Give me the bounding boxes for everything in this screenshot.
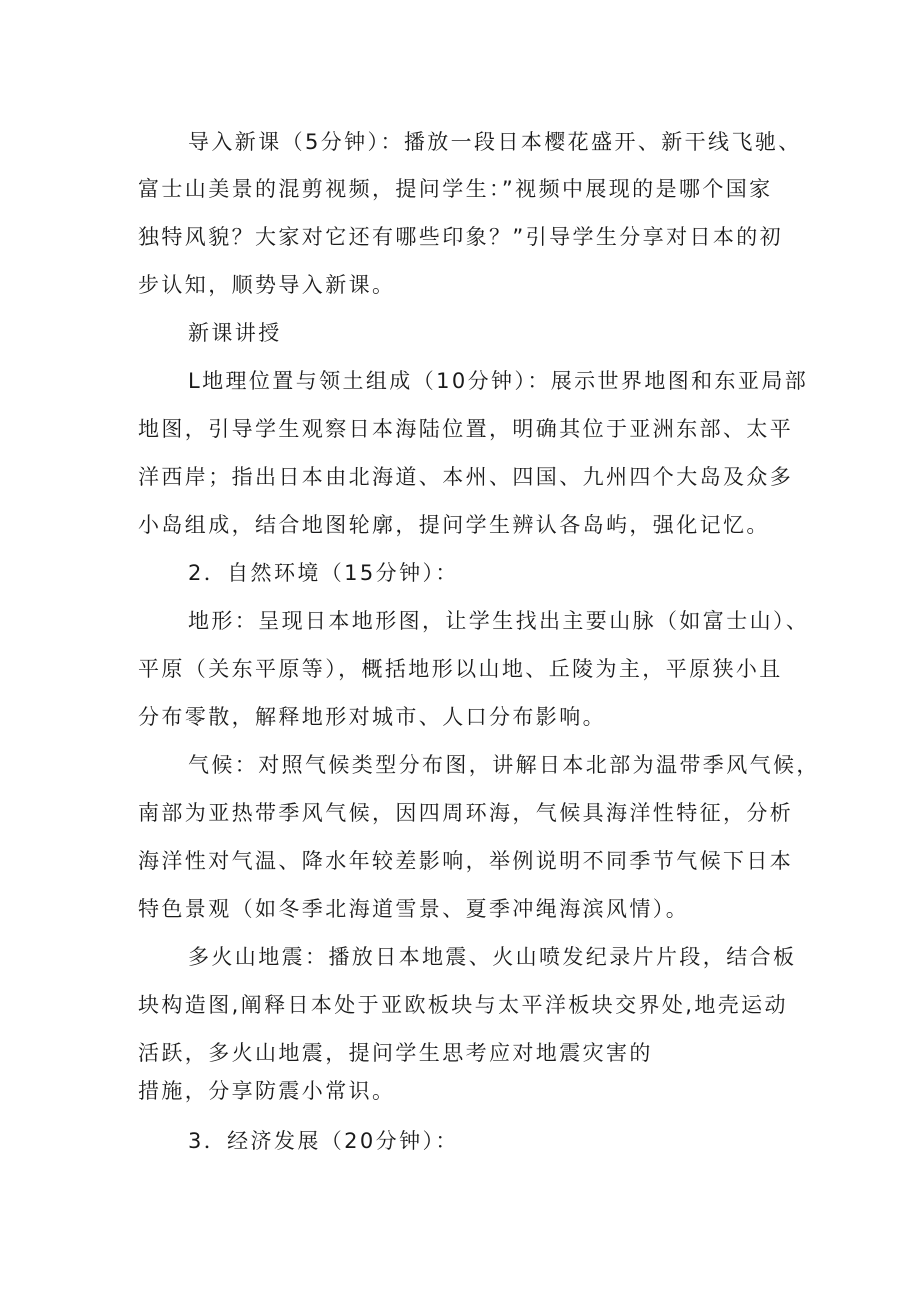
volcano-line-1: 多火山地震：播放日本地震、火山喷发纪录片片段，结合板: [188, 945, 797, 969]
climate-line-3: 海洋性对气温、降水年较差影响，举例说明不同季节气候下日本: [138, 849, 794, 873]
geo-line-3: 洋西岸；指出日本由北海道、本州、四国、九州四个大岛及众多: [138, 465, 794, 489]
heading-natural-environment: 2．自然环境（15分钟）：: [188, 561, 459, 585]
heading-economic-development: 3．经济发展（20分钟）：: [188, 1129, 459, 1153]
volcano-line-4: 措施，分享防震小常识。: [138, 1079, 396, 1103]
geo-line-2: 地图，引导学生观察日本海陆位置，明确其位于亚洲东部、太平: [138, 417, 794, 441]
climate-line-2: 南部为亚热带季风气候，因四周环海，气候具海洋性特征，分析: [138, 801, 794, 825]
section-heading-new-lesson: 新课讲授: [188, 321, 282, 345]
intro-line-3: 独特风貌？大家对它还有哪些印象？”引导学生分享对日本的初: [138, 225, 784, 249]
terrain-line-3: 分布零散，解释地形对城市、人口分布影响。: [138, 705, 606, 729]
geo-line-4: 小岛组成，结合地图轮廓，提问学生辨认各岛屿，强化记忆。: [138, 513, 770, 537]
climate-line-4: 特色景观（如冬季北海道雪景、夏季冲绳海滨风情）。: [138, 897, 690, 921]
climate-line-1: 气候：对照气候类型分布图，讲解日本北部为温带季风气候，: [188, 753, 820, 777]
terrain-line-1: 地形：呈现日本地形图，让学生找出主要山脉（如富士山）、: [188, 609, 810, 633]
geo-line-1: L地理位置与领土组成（10分钟）：展示世界地图和东亚局部: [188, 369, 809, 393]
intro-line-4: 步认知，顺势导入新课。: [138, 273, 396, 297]
intro-line-2: 富士山美景的混剪视频，提问学生：”视频中展现的是哪个国家: [138, 177, 773, 201]
intro-line-1: 导入新课（5分钟）：播放一段日本樱花盛开、新干线飞驰、: [188, 130, 802, 154]
terrain-line-2: 平原（关东平原等），概括地形以山地、丘陵为主，平原狭小且: [138, 657, 783, 681]
volcano-line-3: 活跃，多火山地震，提问学生思考应对地震灾害的: [138, 1041, 653, 1065]
volcano-line-2: 块构造图,阐释日本处于亚欧板块与太平洋板块交界处,地壳运动: [138, 993, 788, 1017]
